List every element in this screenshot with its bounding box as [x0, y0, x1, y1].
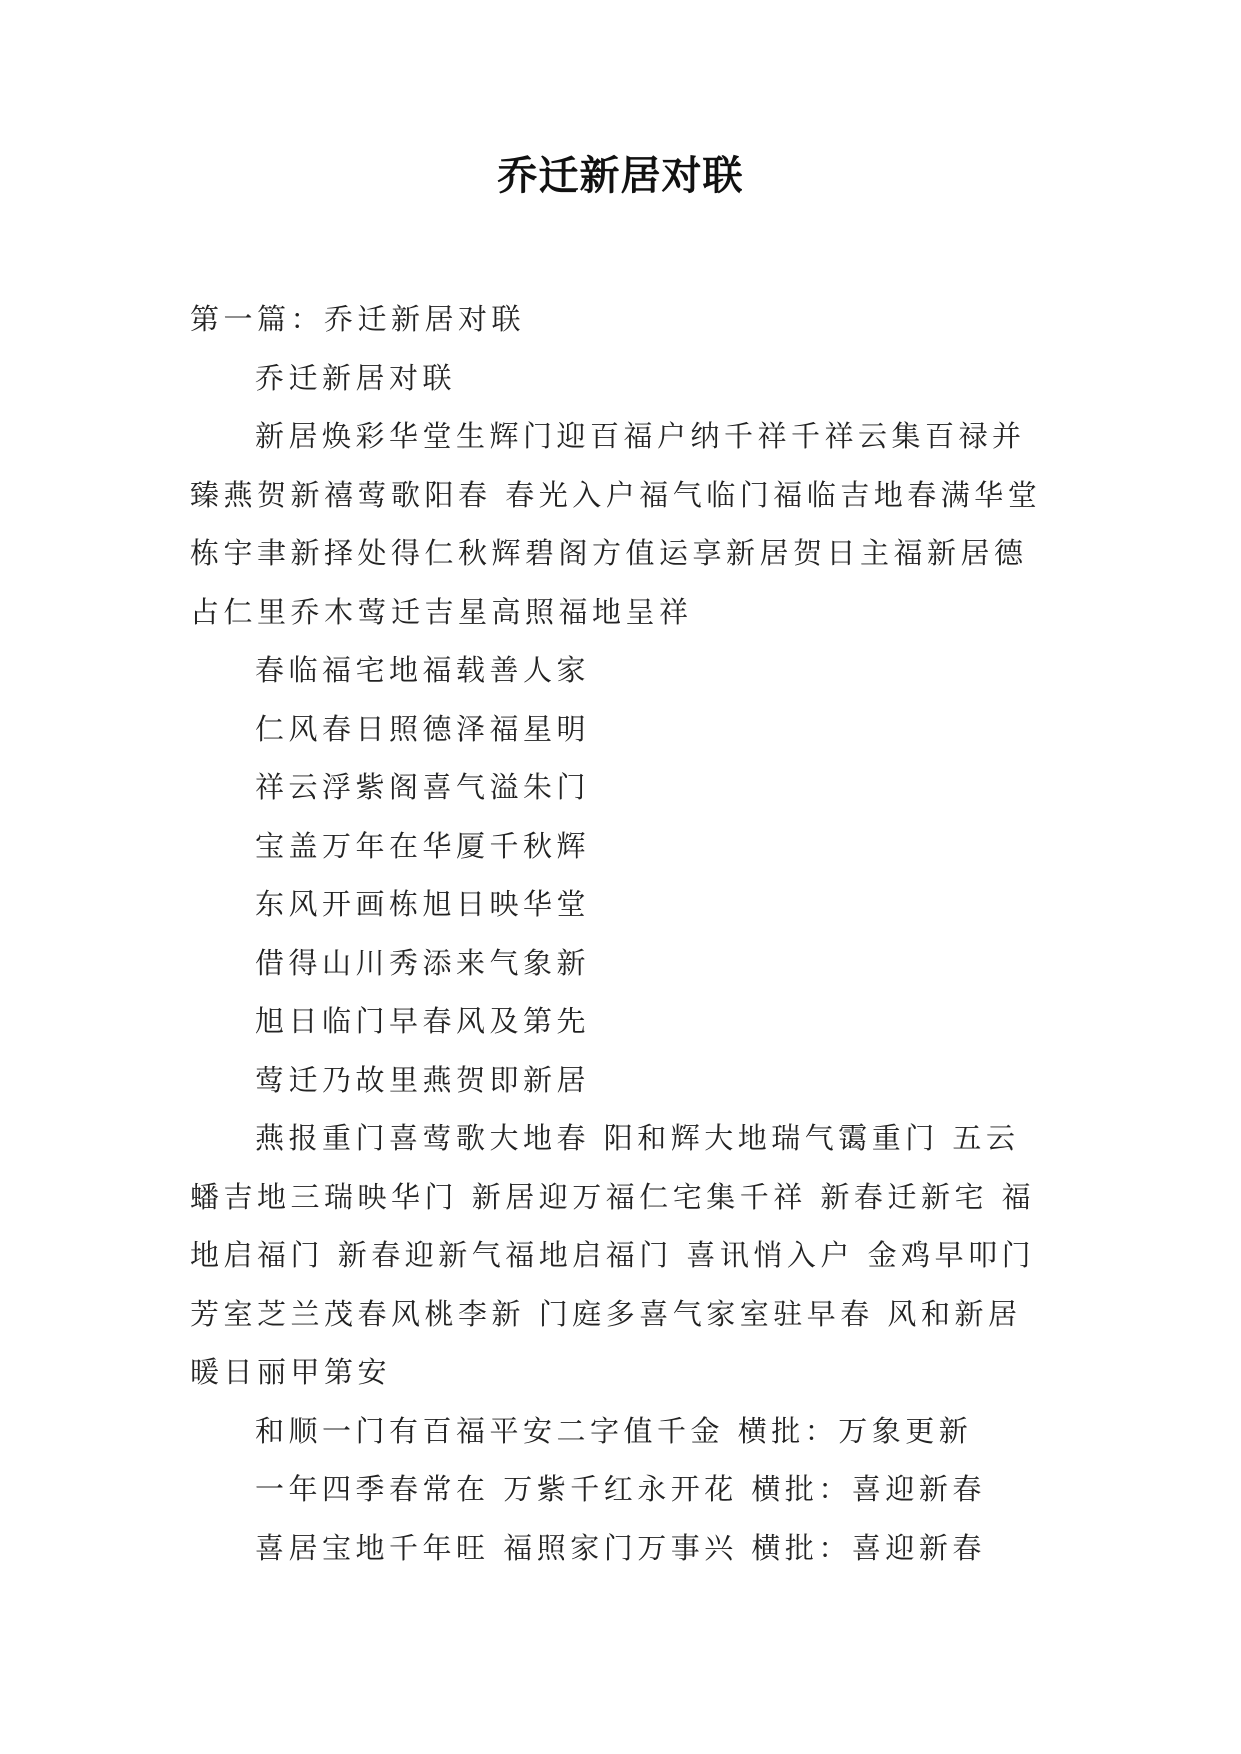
paragraph: 喜居宝地千年旺 福照家门万事兴 横批：喜迎新春	[255, 1530, 986, 1565]
paragraph: 借得山川秀添来气象新	[255, 945, 591, 980]
paragraph: 祥云浮紫阁喜气溢朱门	[255, 770, 591, 804]
paragraph: 春临福宅地福载善人家	[255, 653, 591, 687]
paragraph: 宝盖万年在华厦千秋辉	[255, 828, 591, 863]
paragraph: 乔迁新居对联	[255, 360, 457, 395]
paragraph: 燕报重门喜莺歌大地春 阳和辉大地瑞气霭重门 五云蟠吉地三瑞映华门 新居迎万福仁宅集千祥 新春迁新宅 福地启福门 新春迎新气福地启福门 喜讯悄入户 金鸡早叩门芳室芝兰茂春风桃李新 门庭多喜气家室驻早春 风和新居暖日丽甲第安	[190, 1121, 1036, 1389]
page-title: 乔迁新居对联	[497, 153, 744, 199]
document-body	[190, 290, 1051, 1577]
paragraph: 新居焕彩华堂生辉门迎百福户纳千祥千祥云集百禄并臻燕贺新禧莺歌阳春 春光入户福气临门福临吉地春满华堂栋宇聿新择处得仁秋辉碧阁方值运享新居贺日主福新居德占仁里乔木莺迁吉星高照福地呈祥	[190, 419, 1042, 629]
paragraph: 第一篇：乔迁新居对联	[190, 302, 526, 336]
paragraph: 莺迁乃故里燕贺即新居	[255, 1062, 591, 1097]
paragraph: 和顺一门有百福平安二字值千金 横批：万象更新	[255, 1413, 973, 1448]
paragraph: 旭日临门早春风及第先	[255, 1004, 591, 1038]
paragraph: 东风开画栋旭日映华堂	[255, 887, 591, 921]
paragraph: 一年四季春常在 万紫千红永开花 横批：喜迎新春	[255, 1472, 986, 1506]
paragraph: 仁风春日照德泽福星明	[255, 711, 591, 746]
